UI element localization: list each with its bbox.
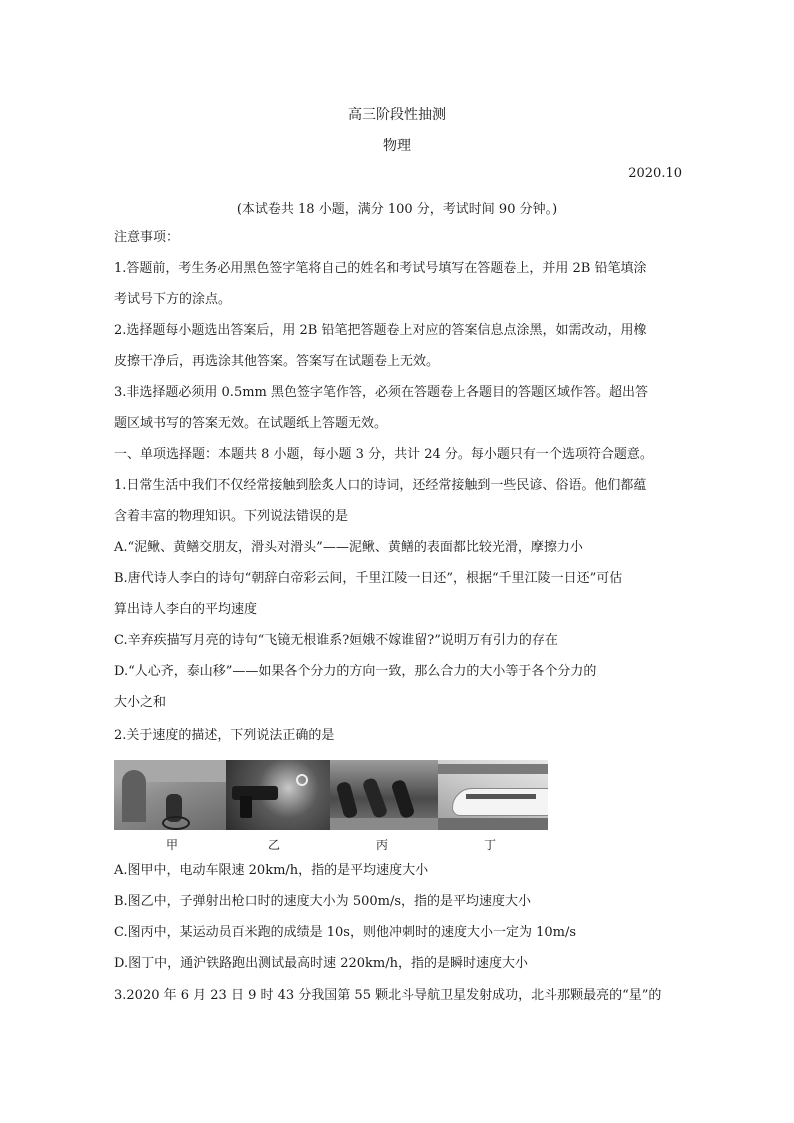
q2-option-d: D.图丁中，通沪铁路跑出测试最高时速 220km/h，指的是瞬时速度大小	[114, 956, 528, 971]
caption-bing: 丙	[376, 838, 389, 852]
q1-option-a: A.“泥鳅、黄鳝交朋友，滑头对滑头”——泥鳅、黄鳝的表面都比较光滑，摩擦力小	[114, 540, 583, 555]
q1-option-b-line-2: 算出诗人李白的平均速度	[114, 602, 258, 617]
q1-option-d-line-2: 大小之和	[114, 695, 167, 710]
exam-date: 2020.10	[628, 166, 682, 181]
caption-ding: 丁	[484, 838, 497, 852]
notices-heading: 注意事项：	[114, 230, 180, 245]
caption-jia: 甲	[166, 838, 179, 852]
photo-sprinters	[330, 760, 438, 830]
exam-title: 高三阶段性抽测	[348, 107, 446, 123]
q2-photo-strip	[114, 760, 548, 830]
q1-option-d-line-1: D.“人心齐，泰山移”——如果各个分力的方向一致，那么合力的大小等于各个分力的	[114, 664, 597, 679]
notice-3-line-1: 3.非选择题必须用 0.5mm 黑色签字笔作答，必须在答题卷上各题目的答题区域作答。超出答	[114, 385, 648, 400]
q2-stem: 2.关于速度的描述，下列说法正确的是	[114, 728, 335, 743]
photo-bullet-gun	[226, 760, 330, 830]
q2-option-c: C.图丙中，某运动员百米跑的成绩是 10s，则他冲刺时的速度大小一定为 10m/s	[114, 925, 577, 940]
q1-stem-line-2: 含着丰富的物理知识。下列说法错误的是	[114, 509, 349, 524]
section-1-heading: 一、单项选择题：本题共 8 小题，每小题 3 分，共计 24 分。每小题只有一个选项符合题意。	[114, 447, 653, 462]
exam-subject: 物理	[383, 138, 411, 154]
exam-note: (本试卷共 18 小题，满分 100 分，考试时间 90 分钟。)	[236, 202, 558, 217]
q1-stem-line-1: 1.日常生活中我们不仅经常接触到脍炙人口的诗词，还经常接触到一些民谚、俗语。他们都蕴	[114, 478, 647, 493]
notice-2-line-1: 2.选择题每小题选出答案后，用 2B 铅笔把答题卷上对应的答案信息点涂黑，如需改动，用橡	[114, 323, 647, 338]
q1-option-b-line-1: B.唐代诗人李白的诗句“朝辞白帝彩云间，千里江陵一日还”，根据“千里江陵一日还”可估	[114, 571, 623, 586]
q1-option-c: C.辛弃疾描写月亮的诗句“飞镜无根谁系?姮娥不嫁谁留?”说明万有引力的存在	[114, 633, 558, 648]
notice-1-line-2: 考试号下方的涂点。	[114, 292, 232, 307]
q2-option-b: B.图乙中，子弹射出枪口时的速度大小为 500m/s，指的是平均速度大小	[114, 894, 532, 909]
photo-high-speed-train	[438, 760, 548, 830]
notice-1-line-1: 1.答题前，考生务必用黑色签字笔将自己的姓名和考试号填写在答题卷上，并用 2B 铅笔填涂	[114, 261, 647, 276]
q2-option-a: A.图甲中，电动车限速 20km/h，指的是平均速度大小	[114, 863, 429, 878]
notice-3-line-2: 题区域书写的答案无效。在试题纸上答题无效。	[114, 416, 388, 431]
q3-stem-line-1: 3.2020 年 6 月 23 日 9 时 43 分我国第 55 颗北斗导航卫星发射成功，北斗那颗最亮的“星”的	[114, 988, 662, 1003]
caption-yi: 乙	[268, 838, 281, 852]
notice-2-line-2: 皮擦干净后，再选涂其他答案。答案写在试题卷上无效。	[114, 354, 440, 369]
photo-electric-bike	[114, 760, 226, 830]
